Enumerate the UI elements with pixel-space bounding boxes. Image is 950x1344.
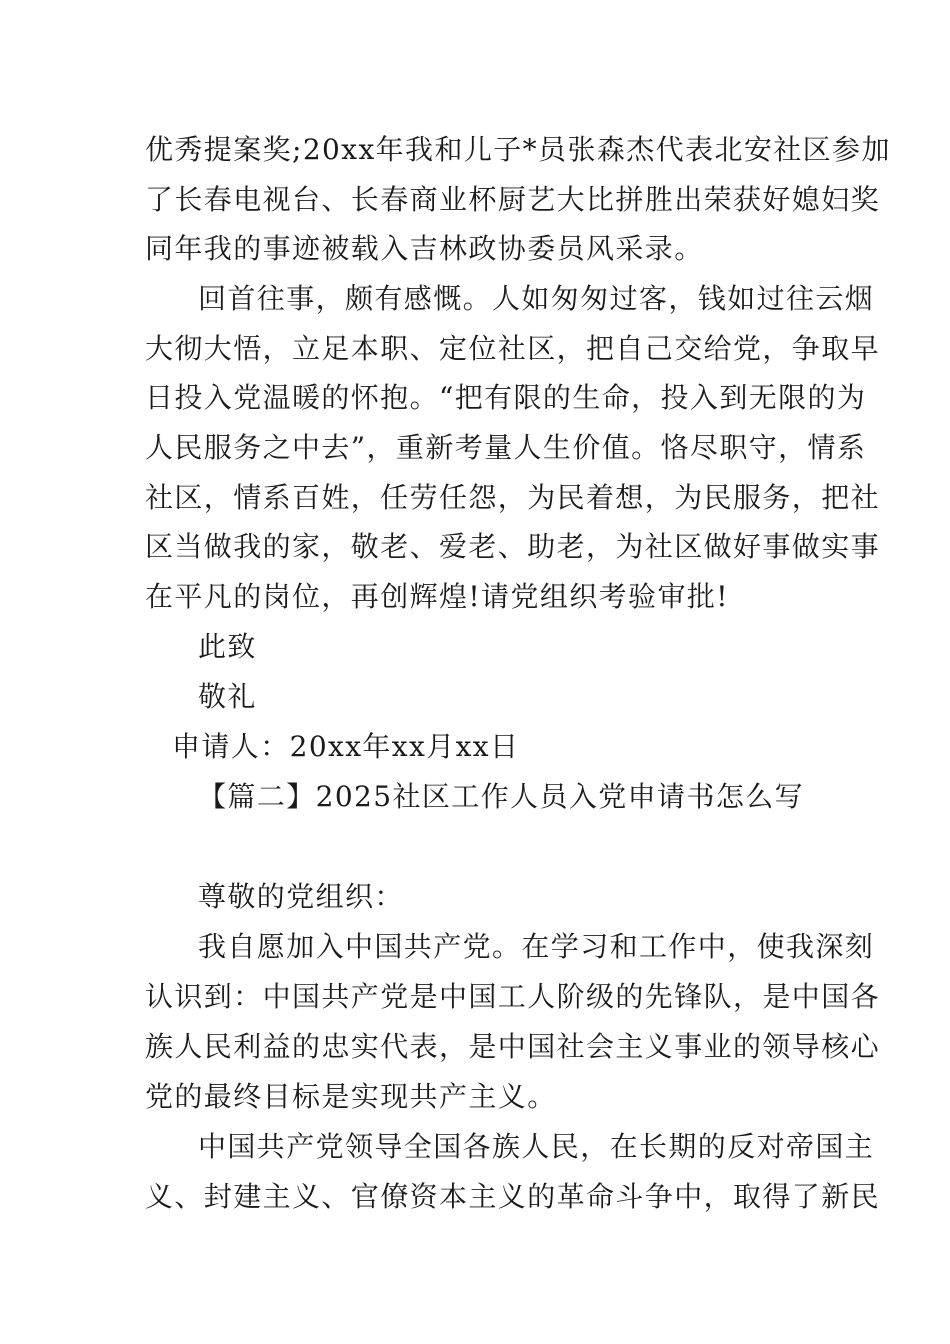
text-line: 认识到：中国共产党是中国工人阶级的先锋队，是中国各 xyxy=(145,980,881,1013)
greeting: 尊敬的党组织： xyxy=(198,880,404,913)
text-line: 优秀提案奖;20xx年我和儿子*员张森杰代表北安社区参加 xyxy=(145,133,891,166)
applicant-signature: 申请人：20xx年xx月xx日 xyxy=(172,730,520,763)
text-line: 区当做我的家，敬老、爱老、助老，为社区做好事做实事 xyxy=(145,530,881,563)
text-line: 人民服务之中去”，重新考量人生价值。恪尽职守，情系 xyxy=(145,431,867,464)
text-line: 日投入党温暖的怀抱。“把有限的生命，投入到无限的为 xyxy=(145,381,867,414)
text-line: 回首往事，颇有感慨。人如匆匆过客，钱如过往云烟 xyxy=(198,282,875,315)
text-line: 我自愿加入中国共产党。在学习和工作中，使我深刻 xyxy=(198,930,875,963)
text-line: 了长春电视台、长春商业杯厨艺大比拼胜出荣获好媳妇奖 xyxy=(145,183,881,216)
text-line: 同年我的事迹被载入吉林政协委员风采录。 xyxy=(145,232,704,265)
closing-regards: 敬礼 xyxy=(198,680,257,713)
text-line: 社区，情系百姓，任劳任怨，为民着想，为民服务，把社 xyxy=(145,481,881,514)
closing-salutation: 此致 xyxy=(198,630,257,663)
text-line: 族人民利益的忠实代表，是中国社会主义事业的领导核心 xyxy=(145,1030,881,1063)
text-line: 党的最终目标是实现共产主义。 xyxy=(145,1080,557,1113)
section-heading: 【篇二】2025社区工作人员入党申请书怎么写 xyxy=(198,780,805,813)
text-line: 大彻大悟，立足本职、定位社区，把自己交给党，争取早 xyxy=(145,332,881,365)
text-line: 中国共产党领导全国各族人民，在长期的反对帝国主 xyxy=(198,1130,875,1163)
text-line: 在平凡的岗位，再创辉煌!请党组织考验审批! xyxy=(145,580,729,613)
text-line: 义、封建主义、官僚资本主义的革命斗争中，取得了新民 xyxy=(145,1180,881,1213)
